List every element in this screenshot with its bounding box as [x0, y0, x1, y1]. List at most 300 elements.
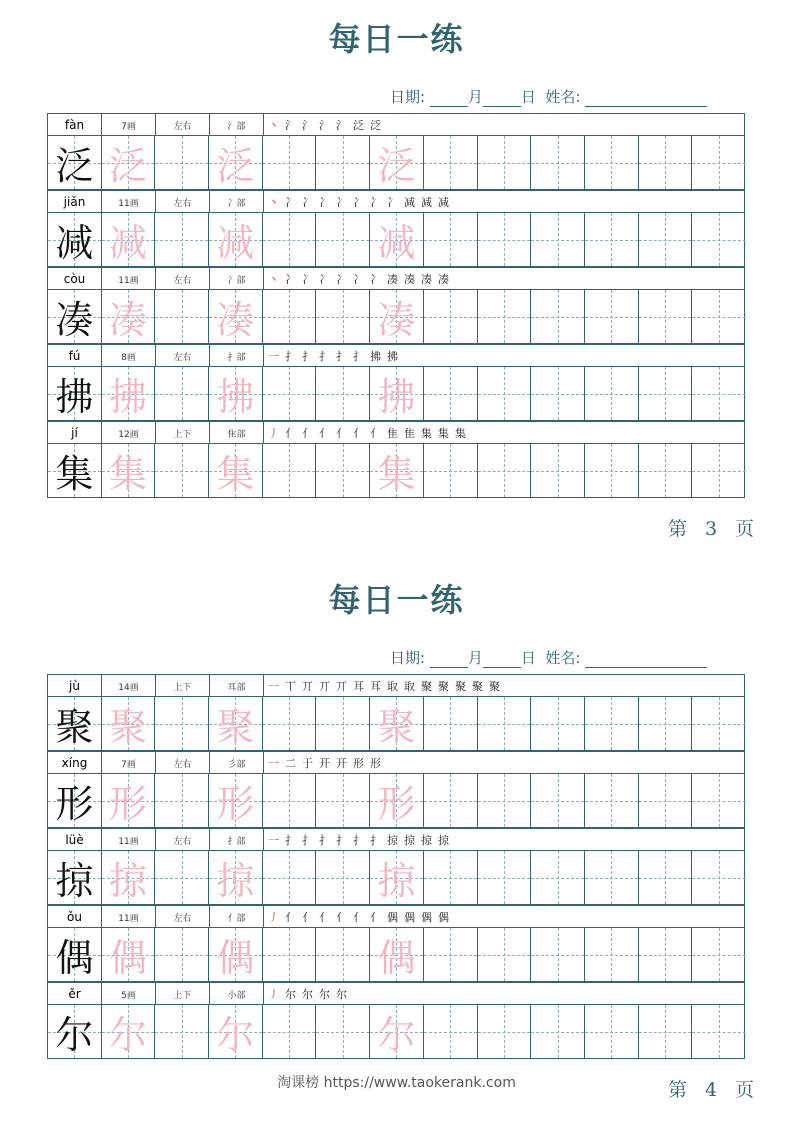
stroke-step: 减 — [404, 196, 415, 209]
stroke-order — [268, 345, 404, 367]
writing-box[interactable] — [316, 444, 370, 497]
writing-box[interactable] — [639, 697, 693, 750]
model-character-box — [48, 444, 102, 497]
writing-box[interactable] — [424, 444, 478, 497]
character-entry — [47, 828, 745, 905]
stroke-count: 7画 — [102, 114, 156, 136]
writing-box[interactable] — [478, 290, 532, 343]
writing-boxes — [47, 773, 745, 828]
model-character: 凑 — [55, 298, 94, 342]
writing-box[interactable] — [692, 367, 746, 420]
trace-character: 拂 — [377, 375, 416, 419]
stroke-order — [268, 268, 455, 290]
stroke-order — [268, 114, 387, 136]
writing-box[interactable] — [692, 1005, 746, 1058]
stroke-step: 丿 — [268, 911, 279, 924]
writing-box[interactable] — [209, 928, 263, 981]
character-entry — [47, 267, 745, 344]
stroke-step: 亻 — [302, 427, 313, 440]
stroke-step: 冫 — [336, 273, 347, 286]
writing-box[interactable] — [155, 928, 209, 981]
stroke-count: 12画 — [102, 422, 156, 444]
writing-box[interactable] — [155, 851, 209, 904]
stroke-step: 丌 — [319, 680, 330, 693]
stroke-step: 掠 — [421, 834, 432, 847]
writing-box[interactable] — [263, 444, 317, 497]
writing-box[interactable] — [424, 136, 478, 189]
writing-box[interactable] — [531, 136, 585, 189]
writing-box[interactable] — [102, 444, 156, 497]
stroke-step: 尔 — [285, 988, 296, 1001]
day-blank[interactable] — [483, 653, 521, 668]
stroke-order — [268, 983, 353, 1005]
stroke-step: 偶 — [404, 911, 415, 924]
writing-box[interactable] — [209, 1005, 263, 1058]
stroke-step: 冫 — [302, 196, 313, 209]
writing-box[interactable] — [155, 697, 209, 750]
structure: 左右 — [156, 829, 210, 851]
stroke-step: 氵 — [302, 119, 313, 132]
stroke-step: 集 — [438, 427, 449, 440]
writing-box[interactable] — [209, 851, 263, 904]
writing-box[interactable] — [102, 697, 156, 750]
model-character: 泛 — [55, 144, 94, 188]
stroke-order — [268, 675, 506, 697]
model-character: 减 — [55, 221, 94, 265]
radical: 冫部 — [210, 268, 264, 290]
name-blank[interactable] — [585, 653, 707, 668]
stroke-step: 冫 — [285, 273, 296, 286]
writing-box[interactable] — [531, 444, 585, 497]
stroke-count: 11画 — [102, 268, 156, 290]
stroke-order — [268, 191, 455, 213]
day-label: 日 — [520, 88, 536, 106]
info-row — [47, 828, 745, 850]
model-character-box — [48, 213, 102, 266]
writing-box[interactable] — [639, 213, 693, 266]
writing-box[interactable] — [209, 444, 263, 497]
stroke-step: 亻 — [319, 427, 330, 440]
page-title: 每日一练 — [328, 20, 465, 58]
info-row — [47, 113, 745, 135]
writing-box[interactable] — [155, 444, 209, 497]
writing-box[interactable] — [639, 851, 693, 904]
stroke-step: 于 — [302, 757, 313, 770]
trace-character: 凑 — [216, 298, 255, 342]
stroke-step: 亻 — [285, 427, 296, 440]
trace-character: 集 — [109, 452, 148, 496]
writing-box[interactable] — [316, 851, 370, 904]
writing-box[interactable] — [639, 774, 693, 827]
stroke-count: 5画 — [102, 983, 156, 1005]
writing-box[interactable] — [585, 697, 639, 750]
stroke-step: 取 — [387, 680, 398, 693]
writing-box[interactable] — [639, 367, 693, 420]
stroke-step: 氵 — [336, 119, 347, 132]
stroke-step: 尔 — [302, 988, 313, 1001]
writing-boxes — [47, 1004, 745, 1059]
model-character-box — [48, 697, 102, 750]
stroke-step: 氵 — [319, 119, 330, 132]
stroke-step: 拂 — [387, 350, 398, 363]
stroke-step: 掠 — [438, 834, 449, 847]
model-character-box — [48, 851, 102, 904]
stroke-step: 亻 — [319, 911, 330, 924]
stroke-step: 耳 — [353, 680, 364, 693]
writing-box[interactable] — [370, 928, 424, 981]
writing-box[interactable] — [585, 851, 639, 904]
info-row — [47, 905, 745, 927]
day-label: 日 — [520, 649, 536, 667]
page-title: 每日一练 — [328, 581, 465, 619]
writing-box[interactable] — [639, 290, 693, 343]
character-entry — [47, 905, 745, 982]
writing-box[interactable] — [424, 213, 478, 266]
writing-box[interactable] — [424, 290, 478, 343]
stroke-step: 亻 — [285, 911, 296, 924]
writing-box[interactable] — [263, 290, 317, 343]
stroke-step: 丶 — [268, 119, 279, 132]
writing-box[interactable] — [424, 851, 478, 904]
writing-box[interactable] — [102, 136, 156, 189]
writing-box[interactable] — [316, 928, 370, 981]
trace-character: 掠 — [216, 859, 255, 903]
model-character: 拂 — [55, 375, 94, 419]
character-entry — [47, 113, 745, 190]
writing-box[interactable] — [209, 697, 263, 750]
writing-box[interactable] — [585, 213, 639, 266]
writing-box[interactable] — [585, 928, 639, 981]
stroke-count: 11画 — [102, 191, 156, 213]
model-character-box — [48, 1005, 102, 1058]
writing-box[interactable] — [478, 774, 532, 827]
stroke-step: 泛 — [353, 119, 364, 132]
writing-box[interactable] — [424, 1005, 478, 1058]
date-label: 日期: — [390, 649, 426, 667]
writing-box[interactable] — [478, 928, 532, 981]
stroke-step: 丿 — [268, 427, 279, 440]
stroke-step: 减 — [438, 196, 449, 209]
writing-box[interactable] — [155, 136, 209, 189]
writing-box[interactable] — [531, 213, 585, 266]
writing-box[interactable] — [531, 290, 585, 343]
writing-box[interactable] — [692, 213, 746, 266]
writing-box[interactable] — [102, 367, 156, 420]
month-blank[interactable] — [430, 653, 468, 668]
writing-box[interactable] — [155, 213, 209, 266]
writing-box[interactable] — [263, 136, 317, 189]
pinyin: còu — [48, 268, 102, 290]
structure: 左右 — [156, 191, 210, 213]
writing-box[interactable] — [478, 213, 532, 266]
writing-box[interactable] — [692, 136, 746, 189]
trace-character: 掠 — [377, 859, 416, 903]
stroke-step: 扌 — [302, 350, 313, 363]
writing-box[interactable] — [424, 774, 478, 827]
model-character: 形 — [55, 782, 94, 826]
month-blank[interactable] — [430, 92, 468, 107]
character-entry — [47, 982, 745, 1059]
stroke-step: 丌 — [336, 680, 347, 693]
trace-character: 集 — [377, 452, 416, 496]
writing-box[interactable] — [531, 928, 585, 981]
stroke-step: 丅 — [285, 680, 296, 693]
writing-box[interactable] — [263, 928, 317, 981]
pinyin: ěr — [48, 983, 102, 1005]
info-row — [47, 267, 745, 289]
writing-boxes — [47, 135, 745, 190]
month-label: 月 — [467, 88, 483, 106]
writing-boxes — [47, 212, 745, 267]
writing-box[interactable] — [639, 1005, 693, 1058]
writing-box[interactable] — [639, 928, 693, 981]
radical: 彡部 — [210, 752, 264, 774]
stroke-step: 丶 — [268, 273, 279, 286]
structure: 左右 — [156, 906, 210, 928]
writing-box[interactable] — [639, 136, 693, 189]
writing-box[interactable] — [531, 367, 585, 420]
pinyin: fàn — [48, 114, 102, 136]
stroke-step: 亻 — [370, 911, 381, 924]
radical: 亻部 — [210, 906, 264, 928]
date-name-line — [390, 86, 707, 107]
stroke-step: 冫 — [353, 196, 364, 209]
radical: 氵部 — [210, 114, 264, 136]
trace-character: 减 — [109, 221, 148, 265]
writing-box[interactable] — [102, 928, 156, 981]
stroke-step: 隹 — [404, 427, 415, 440]
writing-box[interactable] — [102, 851, 156, 904]
writing-box[interactable] — [692, 928, 746, 981]
stroke-step: 形 — [353, 757, 364, 770]
info-row — [47, 674, 745, 696]
writing-boxes — [47, 366, 745, 421]
writing-box[interactable] — [263, 851, 317, 904]
writing-box[interactable] — [478, 136, 532, 189]
structure: 上下 — [156, 983, 210, 1005]
model-character: 尔 — [55, 1013, 94, 1057]
pinyin: lüè — [48, 829, 102, 851]
writing-box[interactable] — [478, 1005, 532, 1058]
writing-box[interactable] — [263, 697, 317, 750]
writing-box[interactable] — [692, 851, 746, 904]
structure: 上下 — [156, 422, 210, 444]
stroke-step: 尔 — [319, 988, 330, 1001]
writing-box[interactable] — [585, 774, 639, 827]
character-entry — [47, 190, 745, 267]
writing-box[interactable] — [316, 697, 370, 750]
stroke-step: 聚 — [438, 680, 449, 693]
writing-box[interactable] — [370, 213, 424, 266]
info-row — [47, 982, 745, 1004]
radical: 耳部 — [210, 675, 264, 697]
writing-box[interactable] — [102, 213, 156, 266]
stroke-step: 扌 — [336, 350, 347, 363]
writing-box[interactable] — [155, 1005, 209, 1058]
stroke-order — [268, 752, 387, 774]
writing-box[interactable] — [370, 697, 424, 750]
writing-box[interactable] — [585, 290, 639, 343]
stroke-step: 耳 — [370, 680, 381, 693]
stroke-step: 冫 — [285, 196, 296, 209]
name-blank[interactable] — [585, 92, 707, 107]
trace-character: 偶 — [377, 936, 416, 980]
writing-boxes — [47, 850, 745, 905]
info-row — [47, 421, 745, 443]
stroke-order — [268, 829, 455, 851]
trace-character: 减 — [216, 221, 255, 265]
model-character-box — [48, 367, 102, 420]
trace-character: 聚 — [216, 705, 255, 749]
stroke-step: 亻 — [302, 911, 313, 924]
structure: 左右 — [156, 345, 210, 367]
model-character: 偶 — [55, 936, 94, 980]
stroke-step: 掠 — [404, 834, 415, 847]
writing-box[interactable] — [370, 851, 424, 904]
writing-box[interactable] — [478, 367, 532, 420]
writing-box[interactable] — [316, 774, 370, 827]
stroke-step: 集 — [421, 427, 432, 440]
writing-box[interactable] — [155, 774, 209, 827]
writing-box[interactable] — [692, 774, 746, 827]
stroke-step: 掠 — [387, 834, 398, 847]
character-entry — [47, 421, 745, 498]
writing-box[interactable] — [102, 774, 156, 827]
writing-box[interactable] — [102, 290, 156, 343]
stroke-order — [268, 422, 472, 444]
trace-character: 掠 — [109, 859, 148, 903]
pinyin: fú — [48, 345, 102, 367]
stroke-step: 亻 — [353, 911, 364, 924]
writing-box[interactable] — [370, 136, 424, 189]
writing-box[interactable] — [209, 213, 263, 266]
stroke-step: 尔 — [336, 988, 347, 1001]
stroke-step: 拂 — [370, 350, 381, 363]
writing-box[interactable] — [585, 1005, 639, 1058]
stroke-step: 亻 — [336, 427, 347, 440]
writing-box[interactable] — [478, 851, 532, 904]
writing-box[interactable] — [692, 444, 746, 497]
writing-box[interactable] — [370, 774, 424, 827]
writing-box[interactable] — [424, 928, 478, 981]
writing-box[interactable] — [531, 1005, 585, 1058]
radical: 扌部 — [210, 829, 264, 851]
trace-character: 形 — [377, 782, 416, 826]
writing-boxes — [47, 443, 745, 498]
stroke-step: 扌 — [302, 834, 313, 847]
writing-box[interactable] — [316, 213, 370, 266]
stroke-step: 冫 — [370, 273, 381, 286]
stroke-step: 丿 — [268, 988, 279, 1001]
writing-box[interactable] — [531, 851, 585, 904]
trace-character: 泛 — [216, 144, 255, 188]
writing-box[interactable] — [209, 774, 263, 827]
structure: 左右 — [156, 268, 210, 290]
writing-box[interactable] — [370, 290, 424, 343]
writing-boxes — [47, 289, 745, 344]
writing-box[interactable] — [263, 1005, 317, 1058]
stroke-step: 扌 — [370, 834, 381, 847]
writing-box[interactable] — [585, 444, 639, 497]
trace-character: 拂 — [216, 375, 255, 419]
stroke-count: 11画 — [102, 829, 156, 851]
trace-character: 减 — [377, 221, 416, 265]
name-label: 姓名: — [545, 649, 581, 667]
day-blank[interactable] — [483, 92, 521, 107]
stroke-step: 一 — [268, 350, 279, 363]
writing-box[interactable] — [316, 367, 370, 420]
writing-box[interactable] — [209, 367, 263, 420]
stroke-step: 泛 — [370, 119, 381, 132]
writing-box[interactable] — [531, 697, 585, 750]
info-row — [47, 190, 745, 212]
writing-box[interactable] — [263, 774, 317, 827]
stroke-step: 偶 — [438, 911, 449, 924]
model-character-box — [48, 290, 102, 343]
stroke-step: 亻 — [353, 427, 364, 440]
radical: 扌部 — [210, 345, 264, 367]
stroke-count: 8画 — [102, 345, 156, 367]
date-name-line — [390, 647, 707, 668]
stroke-step: 凑 — [387, 273, 398, 286]
writing-box[interactable] — [478, 697, 532, 750]
writing-box[interactable] — [424, 367, 478, 420]
writing-box[interactable] — [263, 367, 317, 420]
writing-box[interactable] — [370, 1005, 424, 1058]
stroke-step: 聚 — [455, 680, 466, 693]
writing-box[interactable] — [478, 444, 532, 497]
stroke-step: 一 — [268, 834, 279, 847]
writing-box[interactable] — [102, 1005, 156, 1058]
structure: 左右 — [156, 114, 210, 136]
stroke-step: 丶 — [268, 196, 279, 209]
writing-boxes — [47, 927, 745, 982]
writing-box[interactable] — [316, 136, 370, 189]
info-row — [47, 751, 745, 773]
writing-box[interactable] — [263, 213, 317, 266]
stroke-step: 冫 — [302, 273, 313, 286]
writing-box[interactable] — [155, 367, 209, 420]
writing-box[interactable] — [692, 290, 746, 343]
writing-box[interactable] — [639, 444, 693, 497]
stroke-step: 冫 — [319, 273, 330, 286]
stroke-step: 亻 — [336, 911, 347, 924]
trace-character: 凑 — [109, 298, 148, 342]
trace-character: 集 — [216, 452, 255, 496]
writing-box[interactable] — [692, 697, 746, 750]
writing-box[interactable] — [585, 367, 639, 420]
trace-character: 尔 — [216, 1013, 255, 1057]
writing-box[interactable] — [316, 1005, 370, 1058]
writing-box[interactable] — [209, 136, 263, 189]
model-character: 聚 — [55, 705, 94, 749]
writing-box[interactable] — [370, 444, 424, 497]
writing-box[interactable] — [585, 136, 639, 189]
stroke-step: 一 — [268, 680, 279, 693]
stroke-step: 聚 — [421, 680, 432, 693]
writing-box[interactable] — [316, 290, 370, 343]
page-number: 第 3 页 — [668, 518, 761, 540]
writing-box[interactable] — [209, 290, 263, 343]
month-label: 月 — [467, 649, 483, 667]
writing-box[interactable] — [155, 290, 209, 343]
writing-box[interactable] — [424, 697, 478, 750]
writing-box[interactable] — [531, 774, 585, 827]
trace-character: 尔 — [109, 1013, 148, 1057]
stroke-step: 凑 — [438, 273, 449, 286]
stroke-step: 二 — [285, 757, 296, 770]
writing-box[interactable] — [370, 367, 424, 420]
